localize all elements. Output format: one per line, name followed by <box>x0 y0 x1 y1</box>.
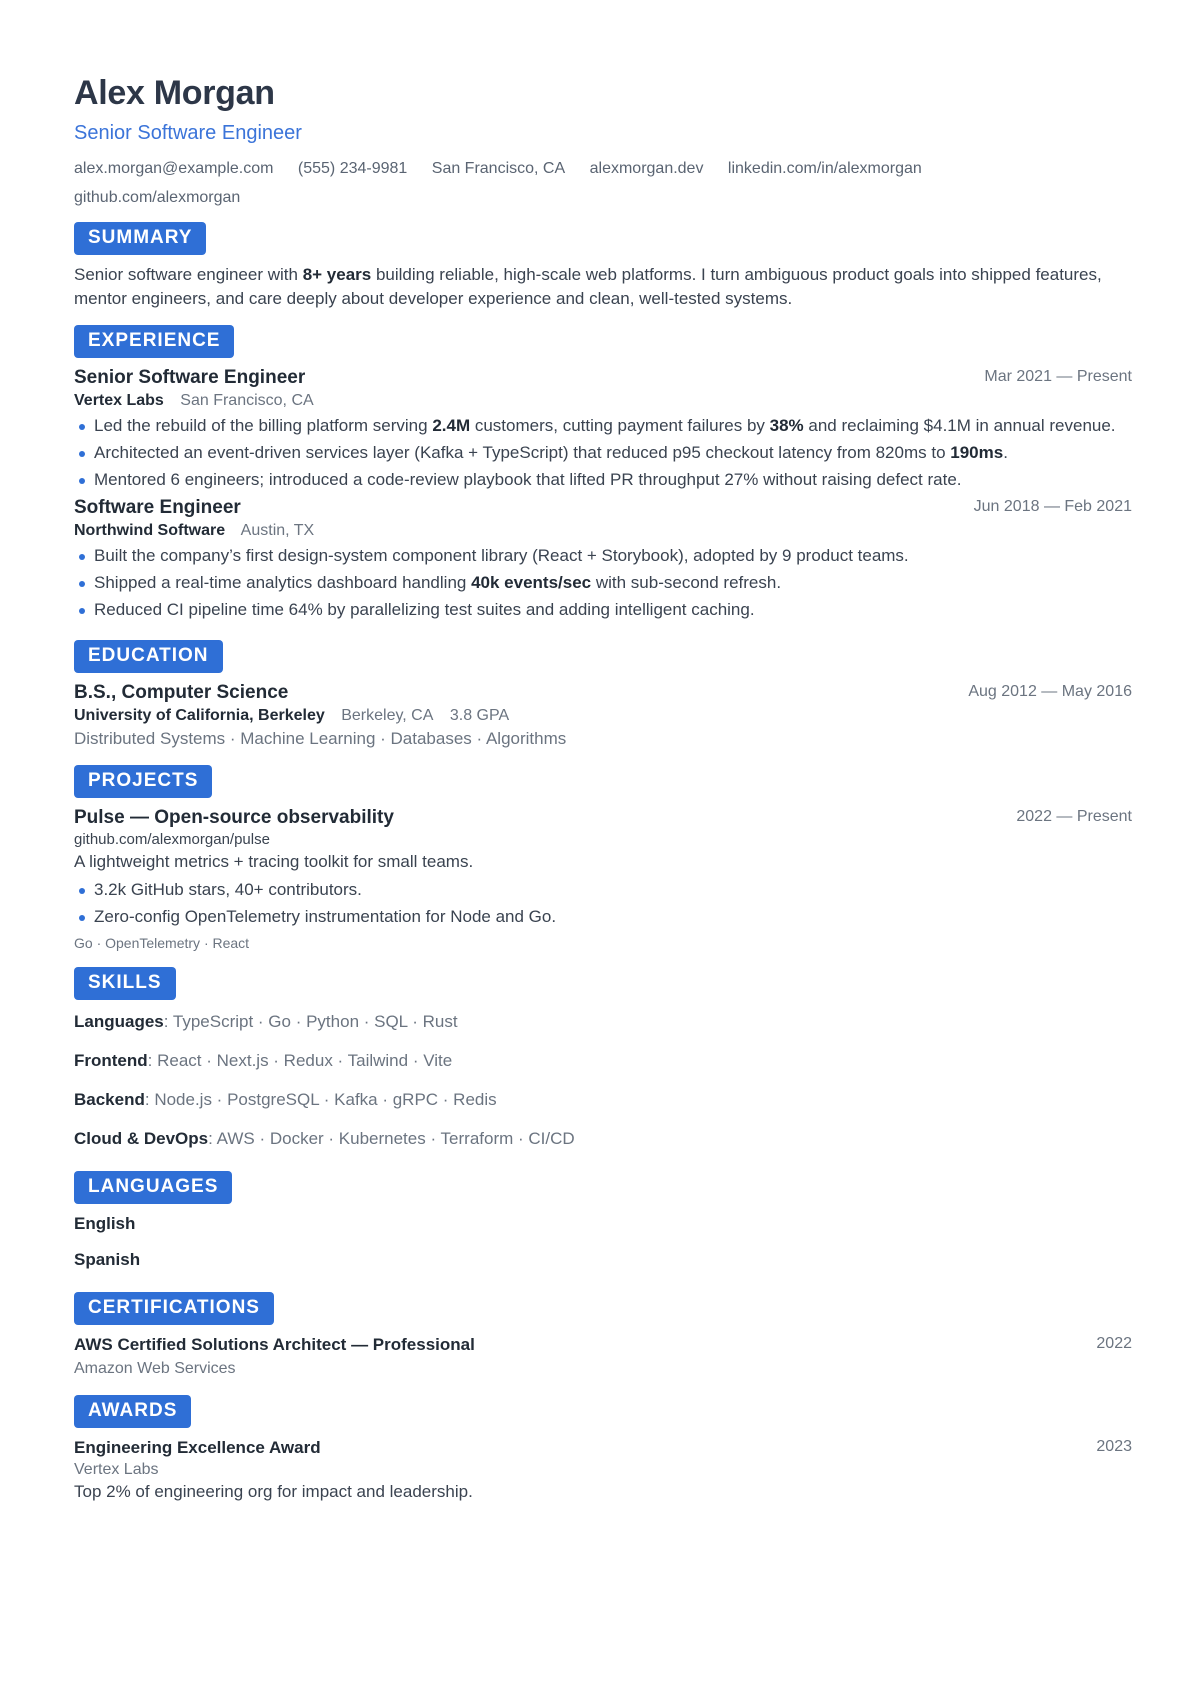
language-item: English <box>74 1214 136 1233</box>
award-issuer: Vertex Labs <box>74 1461 159 1478</box>
bullet-text: and reclaiming $4.1M in annual revenue. <box>803 416 1116 435</box>
job-date: Jun 2018 — Feb 2021 <box>973 498 1132 515</box>
coursework: Distributed Systems · Machine Learning · Databases · Algorithms <box>74 729 567 748</box>
skill-category: Frontend <box>74 1051 148 1070</box>
job-location: San Francisco, CA <box>180 392 314 409</box>
skill-items: : React · Next.js · Redux · Tailwind · Vite <box>147 1051 453 1070</box>
list-item <box>74 598 1132 622</box>
section-title-awards: AWARDS <box>74 1395 191 1428</box>
award-name: Engineering Excellence Award <box>74 1438 321 1457</box>
contact-website[interactable]: alexmorgan.dev <box>589 160 704 177</box>
skill-row <box>74 1010 1128 1034</box>
job-date: Mar 2021 — Present <box>984 368 1132 385</box>
list-item: 3.2k GitHub stars, 40+ contributors. <box>74 878 1132 902</box>
section-title-experience: EXPERIENCE <box>74 325 234 358</box>
section-title-projects: PROJECTS <box>74 765 212 798</box>
award-description: Top 2% of engineering org for impact and leadership. <box>74 1482 473 1501</box>
project-url[interactable]: github.com/alexmorgan/pulse <box>74 831 270 848</box>
bullet-text: Shipped a real-time analytics dashboard handling <box>94 573 472 592</box>
list-item <box>74 441 1132 465</box>
language-item: Spanish <box>74 1250 141 1269</box>
education-date: Aug 2012 — May 2016 <box>968 683 1132 700</box>
project-bullets <box>74 878 1132 929</box>
award-date: 2023 <box>1096 1438 1132 1455</box>
candidate-name: Alex Morgan <box>74 74 275 112</box>
project-entry <box>74 806 1132 953</box>
certification-date: 2022 <box>1096 1335 1132 1352</box>
bullet-text: . <box>1003 443 1008 462</box>
skills-list <box>74 1010 1128 1151</box>
skill-row <box>74 1088 1128 1112</box>
education-entry <box>74 681 1132 751</box>
summary-text <box>74 263 1134 311</box>
contact-phone[interactable]: (555) 234-9981 <box>297 160 408 177</box>
gpa: 3.8 GPA <box>449 707 510 724</box>
project-name: Pulse — Open-source observability <box>74 807 394 828</box>
skill-row <box>74 1127 1128 1151</box>
contact-linkedin[interactable]: linkedin.com/in/alexmorgan <box>727 160 922 177</box>
skill-items: : TypeScript · Go · Python · SQL · Rust <box>163 1012 458 1031</box>
experience-entry <box>74 366 1132 492</box>
bullet-text: Architected an event-driven services layer (Kafka + TypeScript) that reduced p95 checkout latency from 820ms to <box>94 443 951 462</box>
project-tech: Go · OpenTelemetry · React <box>74 935 250 951</box>
contact-location: San Francisco, CA <box>431 160 566 177</box>
degree-title: B.S., Computer Science <box>74 682 289 703</box>
project-date: 2022 — Present <box>1016 808 1132 825</box>
section-title-summary: SUMMARY <box>74 222 206 255</box>
bullet-highlight: 38% <box>769 416 804 435</box>
bullet-highlight: 2.4M <box>432 416 471 435</box>
list-item <box>74 468 1132 492</box>
section-title-skills: SKILLS <box>74 967 176 1000</box>
certification-entry <box>74 1333 1132 1381</box>
list-item <box>74 571 1132 595</box>
summary-text-part: Senior software engineer with <box>74 265 303 284</box>
section-title-certifications: CERTIFICATIONS <box>74 1292 274 1325</box>
summary-text-part: building reliable, high-scale web platforms. I turn ambiguous product goals into shipped features, mentor engineers, and care deeply about developer experience and clean, well-tested systems. <box>74 265 1102 308</box>
section-title-languages: LANGUAGES <box>74 1171 232 1204</box>
contact-email[interactable]: alex.morgan@example.com <box>74 160 274 177</box>
contact-list <box>74 154 1034 212</box>
project-description: A lightweight metrics + tracing toolkit for small teams. <box>74 852 474 871</box>
bullet-text: Led the rebuild of the billing platform serving <box>94 416 433 435</box>
section-title-education: EDUCATION <box>74 640 223 673</box>
school-name: University of California, Berkeley <box>74 707 325 724</box>
job-bullets <box>74 414 1132 492</box>
award-entry <box>74 1436 1132 1504</box>
bullet-text: Mentored 6 engineers; introduced a code-review playbook that lifted PR throughput 27% without raising defect rate. <box>94 470 962 489</box>
contact-github[interactable]: github.com/alexmorgan <box>74 189 241 206</box>
job-title: Software Engineer <box>74 497 241 518</box>
bullet-text: Reduced CI pipeline time 64% by parallelizing test suites and adding intelligent caching. <box>94 600 755 619</box>
certification-issuer: Amazon Web Services <box>74 1360 236 1377</box>
job-org-line <box>74 390 1132 412</box>
company-name: Northwind Software <box>74 522 226 539</box>
school-location: Berkeley, CA <box>341 707 434 724</box>
bullet-text: customers, cutting payment failures by <box>470 416 770 435</box>
skill-items: : AWS · Docker · Kubernetes · Terraform · CI/CD <box>208 1129 575 1148</box>
job-org-line <box>74 520 1132 542</box>
skill-category: Languages <box>74 1012 164 1031</box>
job-bullets <box>74 544 1132 622</box>
list-item <box>74 414 1132 438</box>
job-location: Austin, TX <box>240 522 315 539</box>
job-title: Senior Software Engineer <box>74 367 306 388</box>
certification-name: AWS Certified Solutions Architect — Professional <box>74 1335 475 1354</box>
bullet-highlight: 40k events/sec <box>471 573 592 592</box>
bullet-text: Built the company’s first design-system component library (React + Storybook), adopted by 9 product teams. <box>94 546 909 565</box>
candidate-role: Senior Software Engineer <box>74 122 302 144</box>
summary-highlight: 8+ years <box>302 265 372 284</box>
company-name: Vertex Labs <box>74 392 164 409</box>
skill-category: Cloud & DevOps <box>74 1129 209 1148</box>
bullet-highlight: 190ms <box>950 443 1004 462</box>
list-item: Zero-config OpenTelemetry instrumentation for Node and Go. <box>74 905 1132 929</box>
skill-items: : Node.js · PostgreSQL · Kafka · gRPC · Redis <box>144 1090 497 1109</box>
experience-entry <box>74 496 1132 622</box>
list-item <box>74 544 1132 568</box>
skill-category: Backend <box>74 1090 145 1109</box>
languages-list <box>74 1212 1128 1272</box>
bullet-text: with sub-second refresh. <box>591 573 782 592</box>
skill-row <box>74 1049 1128 1073</box>
education-org-line <box>74 705 1132 727</box>
